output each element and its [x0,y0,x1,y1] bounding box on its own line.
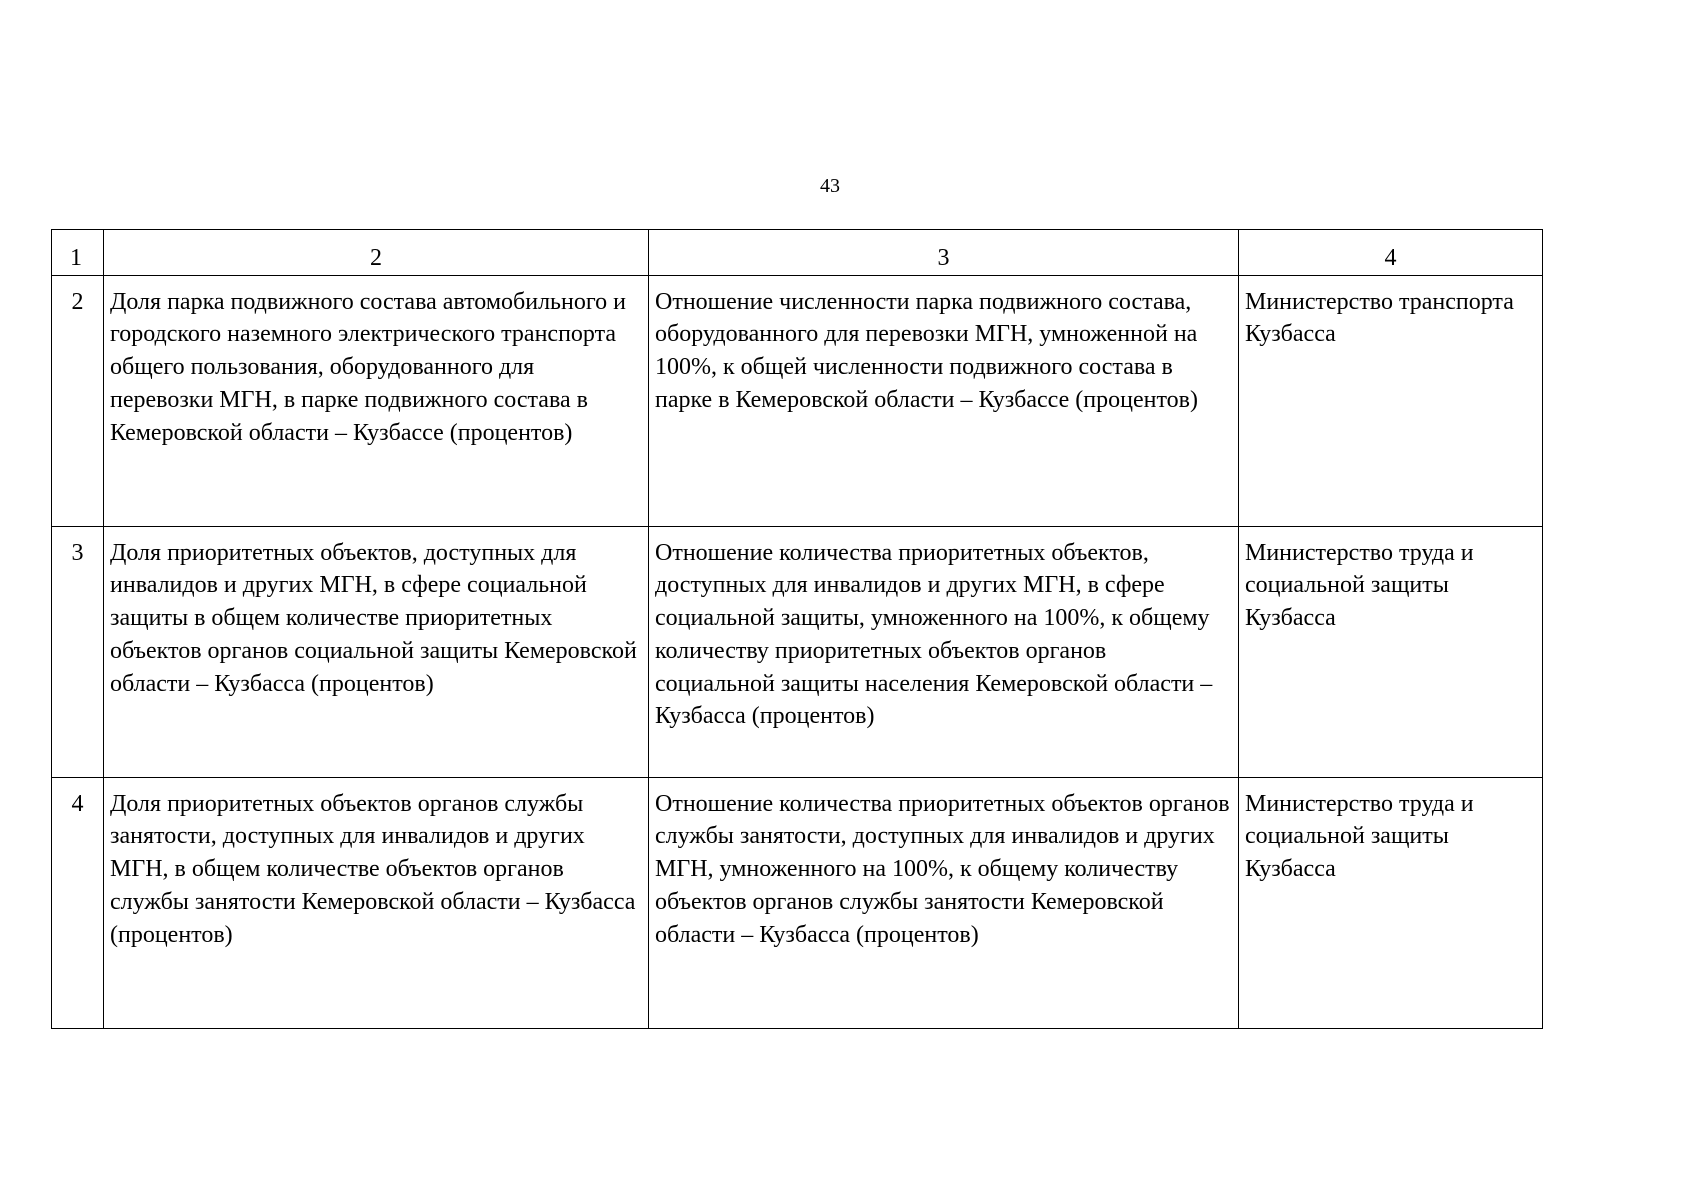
indicators-table [51,229,1543,1029]
table-row [52,777,1543,1028]
responsible-cell: Министерство транспорта Кузбасса [1239,275,1543,526]
row-number: 3 [52,526,104,777]
indicator-cell: Доля парка подвижного состава автомобильного и городского наземного электрического транспорта общего пользования, оборудованного для перевозки МГН, в парке подвижного состава в Кемеровской области – Кузбассе (процентов) [104,275,649,526]
method-cell: Отношение количества приоритетных объектов, доступных для инвалидов и других МГН, в сфере социальной защиты, умноженного на 100%, к общему количеству приоритетных объектов органов социальной защиты населения Кемеровской области – Кузбасса (процентов) [649,526,1239,777]
column-header-2: 2 [104,230,649,276]
responsible-cell: Министерство труда и социальной защиты Кузбасса [1239,777,1543,1028]
column-header-4: 4 [1239,230,1543,276]
indicator-cell: Доля приоритетных объектов органов службы занятости, доступных для инвалидов и других МГН, в общем количестве объектов органов службы занятости Кемеровской области – Кузбасса (процентов) [104,777,649,1028]
table-row [52,526,1543,777]
column-header-1: 1 [52,230,104,276]
method-cell: Отношение численности парка подвижного состава, оборудованного для перевозки МГН, умноженной на 100%, к общей численности подвижного состава в парке в Кемеровской области – Кузбассе (процентов) [649,275,1239,526]
row-number: 4 [52,777,104,1028]
indicator-cell: Доля приоритетных объектов, доступных для инвалидов и других МГН, в сфере социальной защиты в общем количестве приоритетных объектов органов социальной защиты Кемеровской области – Кузбасса (процентов) [104,526,649,777]
method-cell: Отношение количества приоритетных объектов органов службы занятости, доступных для инвалидов и других МГН, умноженного на 100%, к общему количеству объектов органов службы занятости Кемеровской области – Кузбасса (процентов) [649,777,1239,1028]
row-number: 2 [52,275,104,526]
page-number: 43 [820,175,840,197]
column-header-3: 3 [649,230,1239,276]
table-header-row [52,230,1543,276]
table-row [52,275,1543,526]
responsible-cell: Министерство труда и социальной защиты Кузбасса [1239,526,1543,777]
